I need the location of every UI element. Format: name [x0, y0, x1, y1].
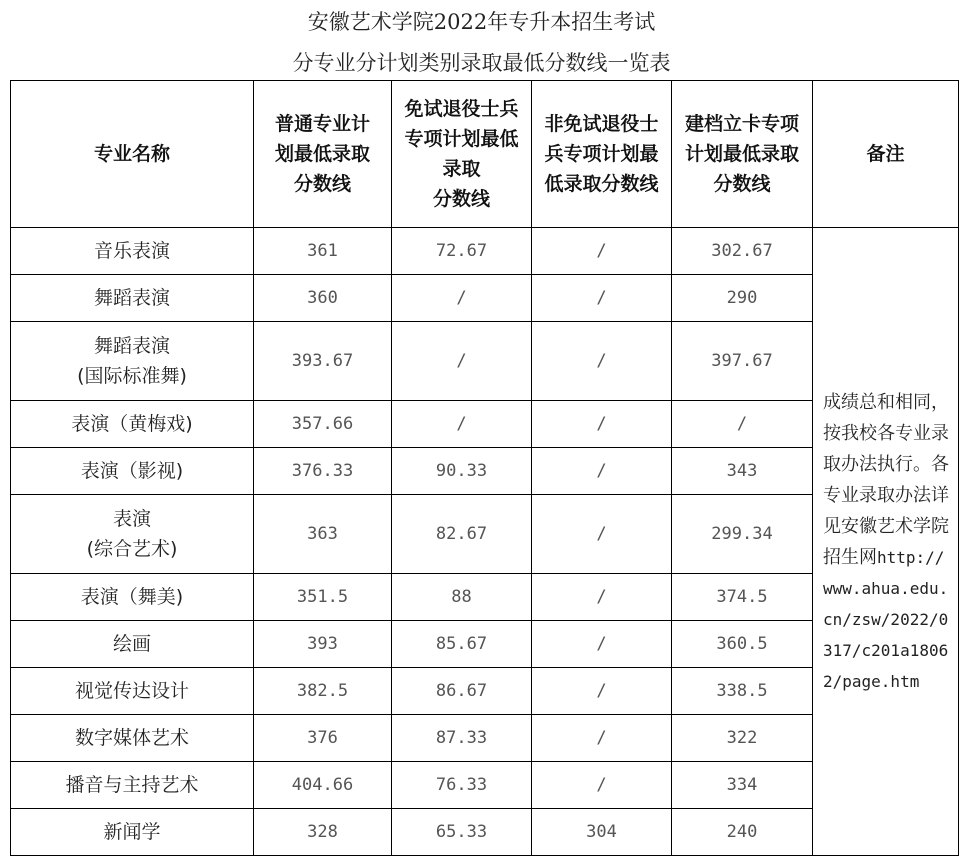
header-regular-line: 分数线 — [293, 173, 351, 195]
regular-score-cell: 363 — [254, 495, 392, 574]
poverty-score-cell: 240 — [672, 809, 813, 856]
exempt-score-cell: 65.33 — [392, 809, 532, 856]
regular-score-cell: 357.66 — [254, 401, 392, 448]
major-name: 表演 — [112, 508, 151, 530]
major-name-cell — [11, 322, 254, 401]
exempt-score-cell: / — [392, 322, 532, 401]
major-name: 新闻学 — [103, 821, 161, 843]
remark-url: http://www.ahua.edu.cn/zsw/2022/0317/c201a18062/page.htm — [823, 547, 949, 691]
major-name-cell — [11, 762, 254, 809]
poverty-score-cell: 343 — [672, 448, 813, 495]
nonexempt-score-cell: / — [532, 668, 672, 715]
nonexempt-score-cell: / — [532, 574, 672, 621]
nonexempt-score-cell: / — [532, 762, 672, 809]
regular-score-cell: 393.67 — [254, 322, 392, 401]
nonexempt-score-cell: / — [532, 495, 672, 574]
exempt-score-cell: 88 — [392, 574, 532, 621]
major-name-cell — [11, 574, 254, 621]
header-nonexempt-line: 低录取分数线 — [544, 173, 659, 195]
major-name-cell — [11, 401, 254, 448]
title-line-1: 安徽艺术学院2022年专升本招生考试 — [307, 10, 656, 34]
exempt-score-cell: 76.33 — [392, 762, 532, 809]
nonexempt-score-cell: / — [532, 715, 672, 762]
header-poverty-line: 分数线 — [713, 173, 771, 195]
major-name-cell — [11, 228, 254, 275]
exempt-score-cell: 87.33 — [392, 715, 532, 762]
major-name: 绘画 — [112, 633, 151, 655]
remark-text: 成绩总和相同，按我校各专业录取办法执行。各专业录取办法详见安徽艺术学院招生网 — [823, 391, 949, 568]
exempt-score-cell: / — [392, 401, 532, 448]
major-name-cell — [11, 621, 254, 668]
regular-score-cell: 382.5 — [254, 668, 392, 715]
major-name: 数字媒体艺术 — [74, 727, 189, 749]
major-name: 播音与主持艺术 — [65, 774, 199, 796]
nonexempt-score-cell: / — [532, 228, 672, 275]
poverty-score-cell: 322 — [672, 715, 813, 762]
header-exempt-line: 分数线 — [432, 188, 490, 210]
poverty-score-cell: 397.67 — [672, 322, 813, 401]
table-row — [11, 228, 959, 275]
major-name-sub: (国际标准舞) — [77, 365, 187, 387]
major-name: 表演（舞美) — [80, 586, 184, 608]
header-exempt-line: 录取 — [442, 158, 481, 180]
regular-score-cell: 360 — [254, 275, 392, 322]
exempt-score-cell: 86.67 — [392, 668, 532, 715]
poverty-score-cell: 334 — [672, 762, 813, 809]
major-name: 舞蹈表演 — [93, 335, 170, 357]
regular-score-cell: 376 — [254, 715, 392, 762]
nonexempt-score-cell: / — [532, 401, 672, 448]
admission-score-table — [10, 80, 959, 856]
major-name: 舞蹈表演 — [93, 287, 170, 309]
poverty-score-cell: 360.5 — [672, 621, 813, 668]
exempt-score-cell: 72.67 — [392, 228, 532, 275]
exempt-score-cell: / — [392, 275, 532, 322]
header-nonexempt-line: 非免试退役士 — [544, 113, 659, 135]
header-row — [11, 81, 959, 228]
header-regular-line: 普通专业计 — [274, 113, 370, 135]
header-remark: 备注 — [813, 81, 959, 228]
regular-score-cell: 361 — [254, 228, 392, 275]
major-name: 表演（影视) — [80, 460, 184, 482]
title-line-2: 分专业分计划类别录取最低分数线一览表 — [292, 51, 671, 75]
poverty-score-cell: / — [672, 401, 813, 448]
regular-score-cell: 328 — [254, 809, 392, 856]
exempt-score-cell: 85.67 — [392, 621, 532, 668]
nonexempt-score-cell: 304 — [532, 809, 672, 856]
nonexempt-score-cell: / — [532, 621, 672, 668]
poverty-score-cell: 302.67 — [672, 228, 813, 275]
header-poverty-plan — [672, 81, 813, 228]
major-name-cell — [11, 448, 254, 495]
regular-score-cell: 404.66 — [254, 762, 392, 809]
major-name-cell — [11, 715, 254, 762]
major-name: 表演（黄梅戏) — [71, 413, 193, 435]
exempt-score-cell: 82.67 — [392, 495, 532, 574]
exempt-score-cell: 90.33 — [392, 448, 532, 495]
header-nonexempt-line: 兵专项计划最 — [544, 143, 659, 165]
nonexempt-score-cell: / — [532, 448, 672, 495]
header-regular-plan — [254, 81, 392, 228]
regular-score-cell: 393 — [254, 621, 392, 668]
regular-score-cell: 376.33 — [254, 448, 392, 495]
major-name-cell — [11, 495, 254, 574]
regular-score-cell: 351.5 — [254, 574, 392, 621]
header-poverty-line: 计划最低录取 — [684, 143, 799, 165]
remark-cell — [813, 228, 959, 856]
header-exempt-line: 免试退役士兵 — [404, 98, 519, 120]
header-regular-line: 划最低录取 — [274, 143, 370, 165]
poverty-score-cell: 290 — [672, 275, 813, 322]
header-major: 专业名称 — [11, 81, 254, 228]
major-name-cell — [11, 809, 254, 856]
header-nonexempt-veteran — [532, 81, 672, 228]
poverty-score-cell: 338.5 — [672, 668, 813, 715]
nonexempt-score-cell: / — [532, 322, 672, 401]
major-name: 视觉传达设计 — [74, 680, 189, 702]
major-name: 音乐表演 — [93, 240, 170, 262]
major-name-sub: (综合艺术) — [86, 538, 178, 560]
poverty-score-cell: 299.34 — [672, 495, 813, 574]
major-name-cell — [11, 275, 254, 322]
poverty-score-cell: 374.5 — [672, 574, 813, 621]
header-exempt-veteran — [392, 81, 532, 228]
header-poverty-line: 建档立卡专项 — [684, 113, 799, 135]
header-exempt-line: 专项计划最低 — [404, 128, 519, 150]
nonexempt-score-cell: / — [532, 275, 672, 322]
major-name-cell — [11, 668, 254, 715]
